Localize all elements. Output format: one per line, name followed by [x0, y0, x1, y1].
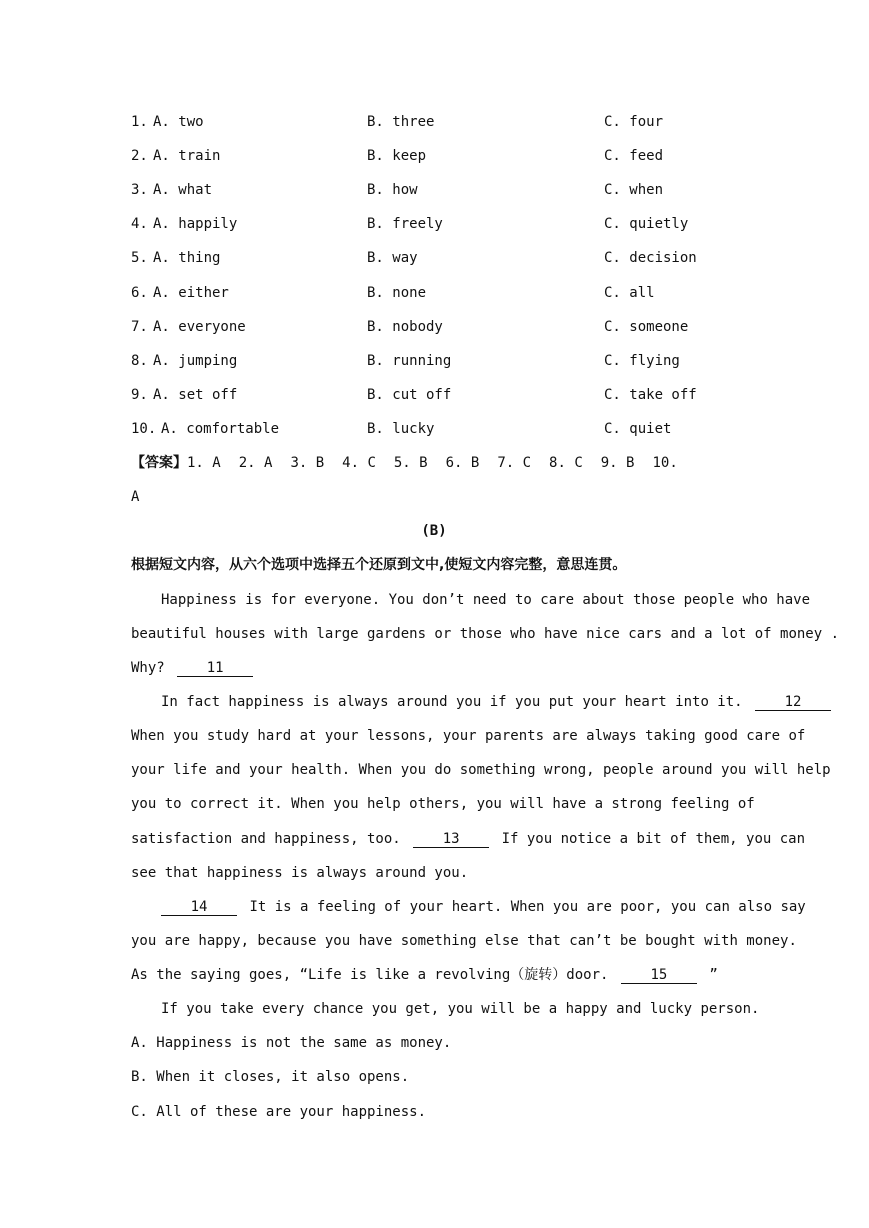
answer-item: 10. — [652, 455, 678, 471]
p2-notice-text: If you notice a bit of them, you can — [501, 831, 806, 847]
option-b: B. running — [367, 353, 452, 369]
option-c: C. feed — [604, 148, 664, 164]
question-number: 8. — [131, 353, 148, 369]
option-a: A. two — [153, 114, 204, 130]
option-row — [131, 385, 737, 405]
choice-c: C. All of these are your happiness. — [131, 1104, 427, 1120]
option-c: C. someone — [604, 319, 689, 335]
paragraph-line: see that happiness is always around you. — [131, 865, 469, 881]
option-a: A. set off — [153, 387, 238, 403]
saying-text: As the saying goes, “Life is like a revolving（旋转）door. — [131, 967, 609, 983]
option-a: A. thing — [153, 250, 221, 266]
question-number: 3. — [131, 182, 148, 198]
blank-11[interactable]: 11 — [177, 660, 253, 677]
paragraph-line: Happiness is for everyone. You don’t need to care about those people who have — [161, 592, 811, 608]
option-c: C. decision — [604, 250, 697, 266]
paragraph-line: you to correct it. When you help others, you will have a strong feeling of — [131, 796, 755, 812]
answer-item: 4. C — [342, 455, 376, 471]
p2-first-text: In fact happiness is always around you if you put your heart into it. — [161, 694, 743, 710]
option-a: A. either — [153, 285, 229, 301]
paragraph-line: your life and your health. When you do something wrong, people around you will help — [131, 762, 831, 778]
answer-label: 【答案】 — [131, 455, 187, 471]
blank-13[interactable]: 13 — [413, 831, 489, 848]
option-row — [131, 351, 737, 371]
choice-a: A. Happiness is not the same as money. — [131, 1035, 452, 1051]
question-number: 7. — [131, 319, 148, 335]
question-number: 9. — [131, 387, 148, 403]
blank-12[interactable]: 12 — [755, 694, 831, 711]
option-a: A. what — [153, 182, 213, 198]
paragraph-line: If you take every chance you get, you will be a happy and lucky person. — [161, 1001, 760, 1017]
option-b: B. way — [367, 250, 418, 266]
answer-item: 1. A — [187, 455, 221, 471]
question-number: 10. — [131, 421, 157, 437]
option-a: A. happily — [153, 216, 238, 232]
option-row — [131, 248, 737, 268]
option-b: B. nobody — [367, 319, 443, 335]
option-a: A. train — [153, 148, 221, 164]
option-c: C. quiet — [604, 421, 672, 437]
answer-item: 9. B — [600, 455, 635, 471]
option-b: B. lucky — [367, 421, 435, 437]
option-c: C. four — [604, 114, 664, 130]
question-number: 4. — [131, 216, 148, 232]
question-number: 6. — [131, 285, 148, 301]
option-a: A. everyone — [153, 319, 246, 335]
paragraph-line: When you study hard at your lessons, your parents are always taking good care of — [131, 728, 806, 744]
option-row — [131, 112, 737, 132]
option-a: A. comfortable — [161, 421, 280, 437]
closing-quote: ” — [709, 967, 718, 983]
paragraph-line — [161, 896, 806, 918]
answer-item: 5. B — [393, 455, 428, 471]
question-number: 5. — [131, 250, 148, 266]
p3-first-text: It is a feeling of your heart. When you are poor, you can also say — [249, 899, 806, 915]
option-row — [131, 419, 737, 439]
option-row — [131, 283, 737, 303]
instruction-text: 根据短文内容，从六个选项中选择五个还原到文中,使短文内容完整，意思连贯。 — [131, 557, 627, 573]
paragraph-line — [161, 691, 802, 713]
option-b: B. cut off — [367, 387, 452, 403]
option-c: C. quietly — [604, 216, 689, 232]
p2-satisfaction-text: satisfaction and happiness, too. — [131, 831, 401, 847]
option-b: B. how — [367, 182, 418, 198]
question-number: 2. — [131, 148, 148, 164]
blank-15[interactable]: 15 — [621, 967, 697, 984]
answer-item: 2. A — [238, 455, 273, 471]
answer-item: 3. B — [290, 455, 325, 471]
paragraph-line — [131, 657, 737, 679]
option-b: B. keep — [367, 148, 427, 164]
answer-wrap: A — [131, 489, 140, 505]
question-number: 1. — [131, 114, 148, 130]
option-b: B. none — [367, 285, 427, 301]
option-row — [131, 146, 737, 166]
option-row — [131, 180, 737, 200]
paragraph-line: beautiful houses with large gardens or those who have nice cars and a lot of money . — [131, 626, 840, 642]
option-b: B. freely — [367, 216, 443, 232]
why-text: Why? — [131, 660, 165, 676]
section-b-title: (B) — [421, 523, 447, 539]
option-c: C. take off — [604, 387, 697, 403]
answer-item: 8. C — [549, 455, 583, 471]
answer-item: 6. B — [445, 455, 480, 471]
option-a: A. jumping — [153, 353, 238, 369]
paragraph-line: you are happy, because you have something else that can’t be bought with money. — [131, 933, 797, 949]
choice-b: B. When it closes, it also opens. — [131, 1069, 410, 1085]
paragraph-line — [131, 964, 737, 986]
option-b: B. three — [367, 114, 435, 130]
answer-item: 7. C — [497, 455, 532, 471]
answer-items — [187, 455, 678, 471]
blank-14[interactable]: 14 — [161, 899, 237, 916]
option-c: C. when — [604, 182, 664, 198]
paragraph-line — [131, 828, 806, 850]
option-c: C. all — [604, 285, 655, 301]
answer-line — [131, 452, 737, 474]
option-row — [131, 317, 737, 337]
option-row — [131, 214, 737, 234]
option-c: C. flying — [604, 353, 680, 369]
